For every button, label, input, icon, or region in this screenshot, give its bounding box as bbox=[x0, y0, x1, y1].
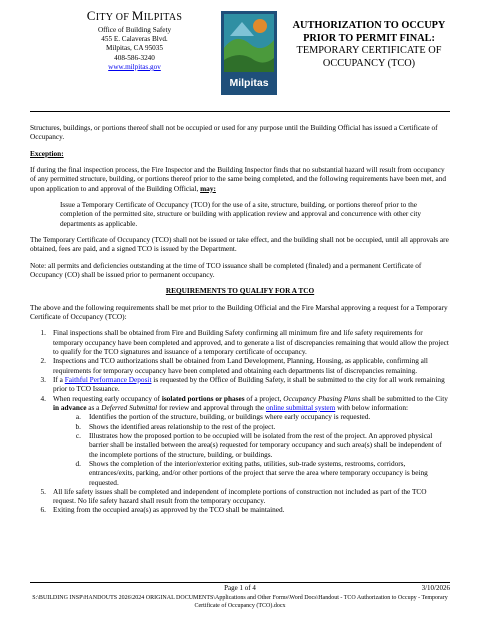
page-footer bbox=[30, 582, 450, 611]
logo-wordmark: Milpitas bbox=[229, 77, 269, 89]
note-paragraph: Note: all permits and deficiencies outstanding at the time of TCO issuance shall be completed (finaled) and a permanent Certificate of Occupancy (CO) shall be issued prior to permanent occupancy. bbox=[30, 260, 422, 279]
tco-issue-clause: Issue a Temporary Certificate of Occupancy (TCO) for the use of a site, structure, building, or portions thereof prior to the completion of the permitted site, structure or building with application review and approval and concurrence with other city departments as applicable. bbox=[60, 199, 422, 228]
sub-list-item: b. Shows the identified areas relationship to the rest of the project. bbox=[75, 421, 276, 431]
exception-paragraph: If during the final inspection process, the Fire Inspector and the Building Inspector finds that no substantial hazard will result from occupancy of any permitted structure, building, or portions thereof prior to the same being completed, and the following requirements have been met, and upon application to and approval of the Building Official, may: bbox=[30, 164, 447, 193]
phasing-plan-sublist bbox=[53, 412, 450, 487]
sub-list-item: d. Shows the completion of the interior/exterior exiting paths, utilities, sub-trade systems, restrooms, corridors, entrances/exits, parking, and/or other portions of the project that serve the area where temporary occupancy is being requested. bbox=[75, 458, 428, 487]
website-link[interactable]: www.milpitas.gov bbox=[108, 62, 161, 71]
list-item: 3. If a Faithful Performance Deposit is requested by the Office of Building Safety, it shall be submitted to the city for all work remaining prior to TCO Issuance. bbox=[40, 374, 445, 394]
faithful-performance-deposit-link[interactable]: Faithful Performance Deposit bbox=[64, 374, 152, 384]
file-path: S:\BUILDING INSP\HANDOUTS 2026\2024 ORIGINAL DOCUMENTS\Applications and Other Forms\Word Docs\Handout - TCO Authorization to Occupy - Temporary Certificate of Occupancy (TCO).docx bbox=[32, 595, 448, 609]
city-name: CITY OF MILPITAS bbox=[86, 8, 183, 23]
milpitas-logo-icon bbox=[220, 10, 278, 96]
letterhead bbox=[30, 8, 450, 113]
document-title-block bbox=[285, 20, 453, 70]
header-divider bbox=[30, 111, 450, 112]
office-name: Office of Building Safety bbox=[97, 25, 172, 34]
requirements-heading: REQUIREMENTS TO QUALIFY FOR A TCO bbox=[165, 286, 315, 296]
list-item: 1. Final inspections shall be obtained from Fire and Building Safety confirming all minimum fire and life safety requirements for temporary occupancy have been completed and approved, and to generate a list of discrepancies remaining that would allow the project to qualify for the TCO signatures and issuance of a temporary certificate of occupancy. bbox=[40, 328, 449, 356]
page-number: Page 1 of 4 bbox=[224, 584, 256, 592]
title-line-4: OCCUPANCY (TCO) bbox=[322, 57, 416, 69]
sub-list-item: a. Identifies the portion of the structure, building, or buildings where early occupancy is requested. bbox=[75, 412, 371, 422]
online-submittal-system-link[interactable]: online submittal system bbox=[265, 402, 336, 412]
city-contact-block bbox=[67, 8, 202, 72]
revision-date: 3/10/2026 bbox=[421, 584, 450, 592]
title-line-3: TEMPORARY CERTIFICATE OF bbox=[296, 45, 442, 57]
street-address: 455 E. Calaveras Blvd. bbox=[101, 34, 168, 43]
intro-paragraph: Structures, buildings, or portions thereof shall not be occupied or used for any purpose until the Building Official has issued a Certificate of Occupancy. bbox=[30, 123, 438, 142]
city-state-zip: Milpitas, CA 95035 bbox=[106, 44, 163, 53]
title-line-1: AUTHORIZATION TO OCCUPY bbox=[292, 20, 446, 31]
phone-number: 408-586-3240 bbox=[114, 53, 155, 62]
list-item: 6. Exiting from the occupied area(s) as approved by the TCO shall be maintained. bbox=[40, 505, 285, 515]
list-item: 2. Inspections and TCO authorizations shall be obtained from Land Development, Planning, Housing, as applicable, confirming all requirements for temporary occupancy have been completed and obtaining each departments list of discrepancies remaining. bbox=[40, 356, 428, 375]
list-item: 4. When requesting early occupancy of isolated portions or phases of a project, Occupancy Phasing Plans shall be submitted to the City in advance as a Deferred Submittal for review and approval through the online submittal system with below information: a. Identifies the portion of the structure, building, or buildings where early occupancy is requested. b. Shows the identified areas relationship to the rest of the project. c. Illustrates how the proposed portion to be occupied will be isolated from the rest of the project. An approved physical barrier shall be installed between the area(s) requested for temporary occupancy and such area(s) shall be independent of the incomplete portions of the structure, building, or buildings. d. Shows the completion of the interior/exterior exiting paths, utilities, sub-trade systems, restrooms, corridors, entrances/exits, parking, and/or other portions of the project that serve the area where temporary occupancy is being requested. bbox=[30, 394, 450, 487]
sub-list-item: c. Illustrates how the proposed portion to be occupied will be isolated from the rest of the project. An approved physical barrier shall be installed between the area(s) requested for temporary occupancy and such area(s) shall be independent of the incomplete portions of the structure, building, or buildings. bbox=[75, 430, 442, 459]
requirements-list bbox=[30, 328, 450, 515]
exception-heading: Exception: bbox=[30, 148, 64, 158]
footer-divider bbox=[30, 582, 450, 583]
may-emphasis: may: bbox=[200, 183, 216, 193]
title-line-2: PRIOR TO PERMIT FINAL: bbox=[303, 32, 435, 44]
requirements-intro: The above and the following requirements shall be met prior to the Building Official and the Fire Marshal approving a request for a Temporary Certificate of Occupancy (TCO): bbox=[30, 302, 448, 321]
list-item: 5. All life safety issues shall be completed and independent of incomplete portions of construction not included as part of the TCO request. No life safety hazard shall result from the temporary occupancy. bbox=[40, 486, 427, 506]
tco-issuance-paragraph: The Temporary Certificate of Occupancy (TCO) shall not be issued or take effect, and the building shall not be occupied, until all approvals are obtained, fees are paid, and a signed TCO is issued by the Department. bbox=[30, 234, 449, 254]
